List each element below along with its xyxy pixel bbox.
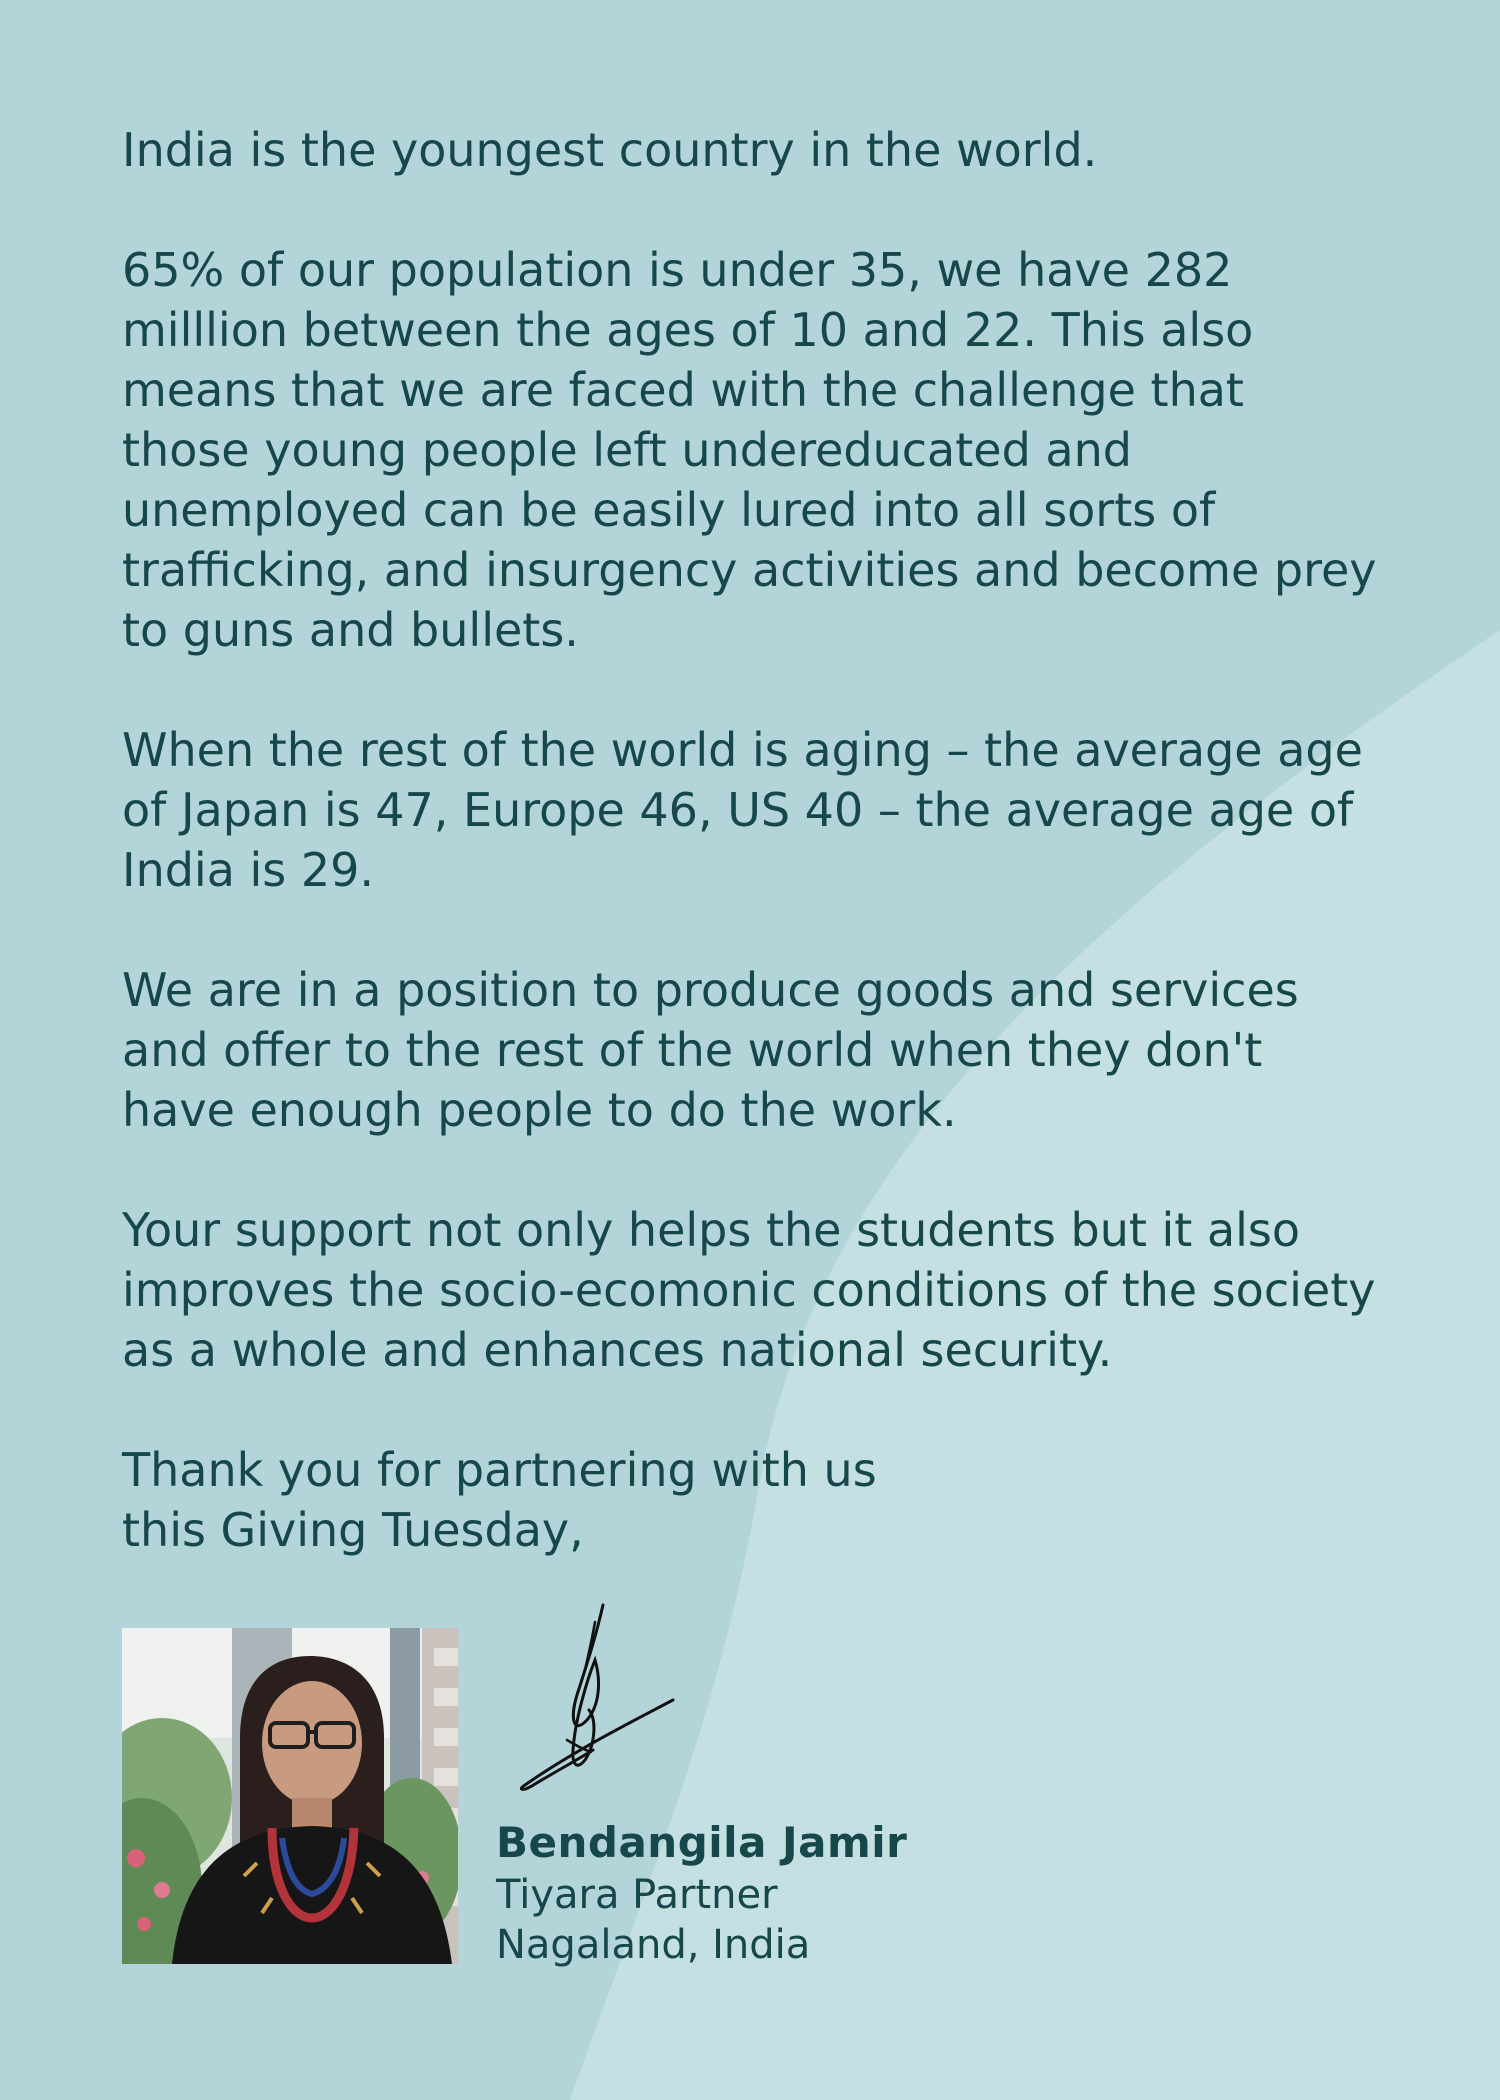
signatory-photo <box>122 1628 458 1964</box>
paragraph-population: 65% of our population is under 35, we have 282 milllion between the ages of 10 and 22. This also means that we are faced with the challenge that those young people left undereducated and unemployed can be easily lured into all sorts of trafficking, and insurgency activities and become prey to guns and bullets. <box>122 243 1377 657</box>
handwritten-signature <box>515 1600 685 1795</box>
closing <box>122 1440 1382 1560</box>
signatory-location: Nagaland, India <box>496 1922 811 1968</box>
paragraph-support: Your support not only helps the students but it also improves the socio-ecomonic conditions of the society as a whole and enhances national security. <box>122 1203 1376 1377</box>
letter-body <box>122 120 1382 1560</box>
closing-line-1: Thank you for partnering with us <box>122 1443 877 1497</box>
closing-line-2: this Giving Tuesday, <box>122 1503 584 1557</box>
paragraph-intro: India is the youngest country in the world. <box>122 123 1098 177</box>
signatory-name: Bendangila Jamir <box>496 1818 908 1867</box>
paragraph-average-age: When the rest of the world is aging – the average age of Japan is 47, Europe 46, US 40 – the average age of India is 29. <box>122 723 1363 897</box>
paragraph-goods-services: We are in a position to produce goods and services and offer to the rest of the world when they don't have enough people to do the work. <box>122 963 1299 1137</box>
signatory-role: Tiyara Partner <box>496 1872 778 1918</box>
